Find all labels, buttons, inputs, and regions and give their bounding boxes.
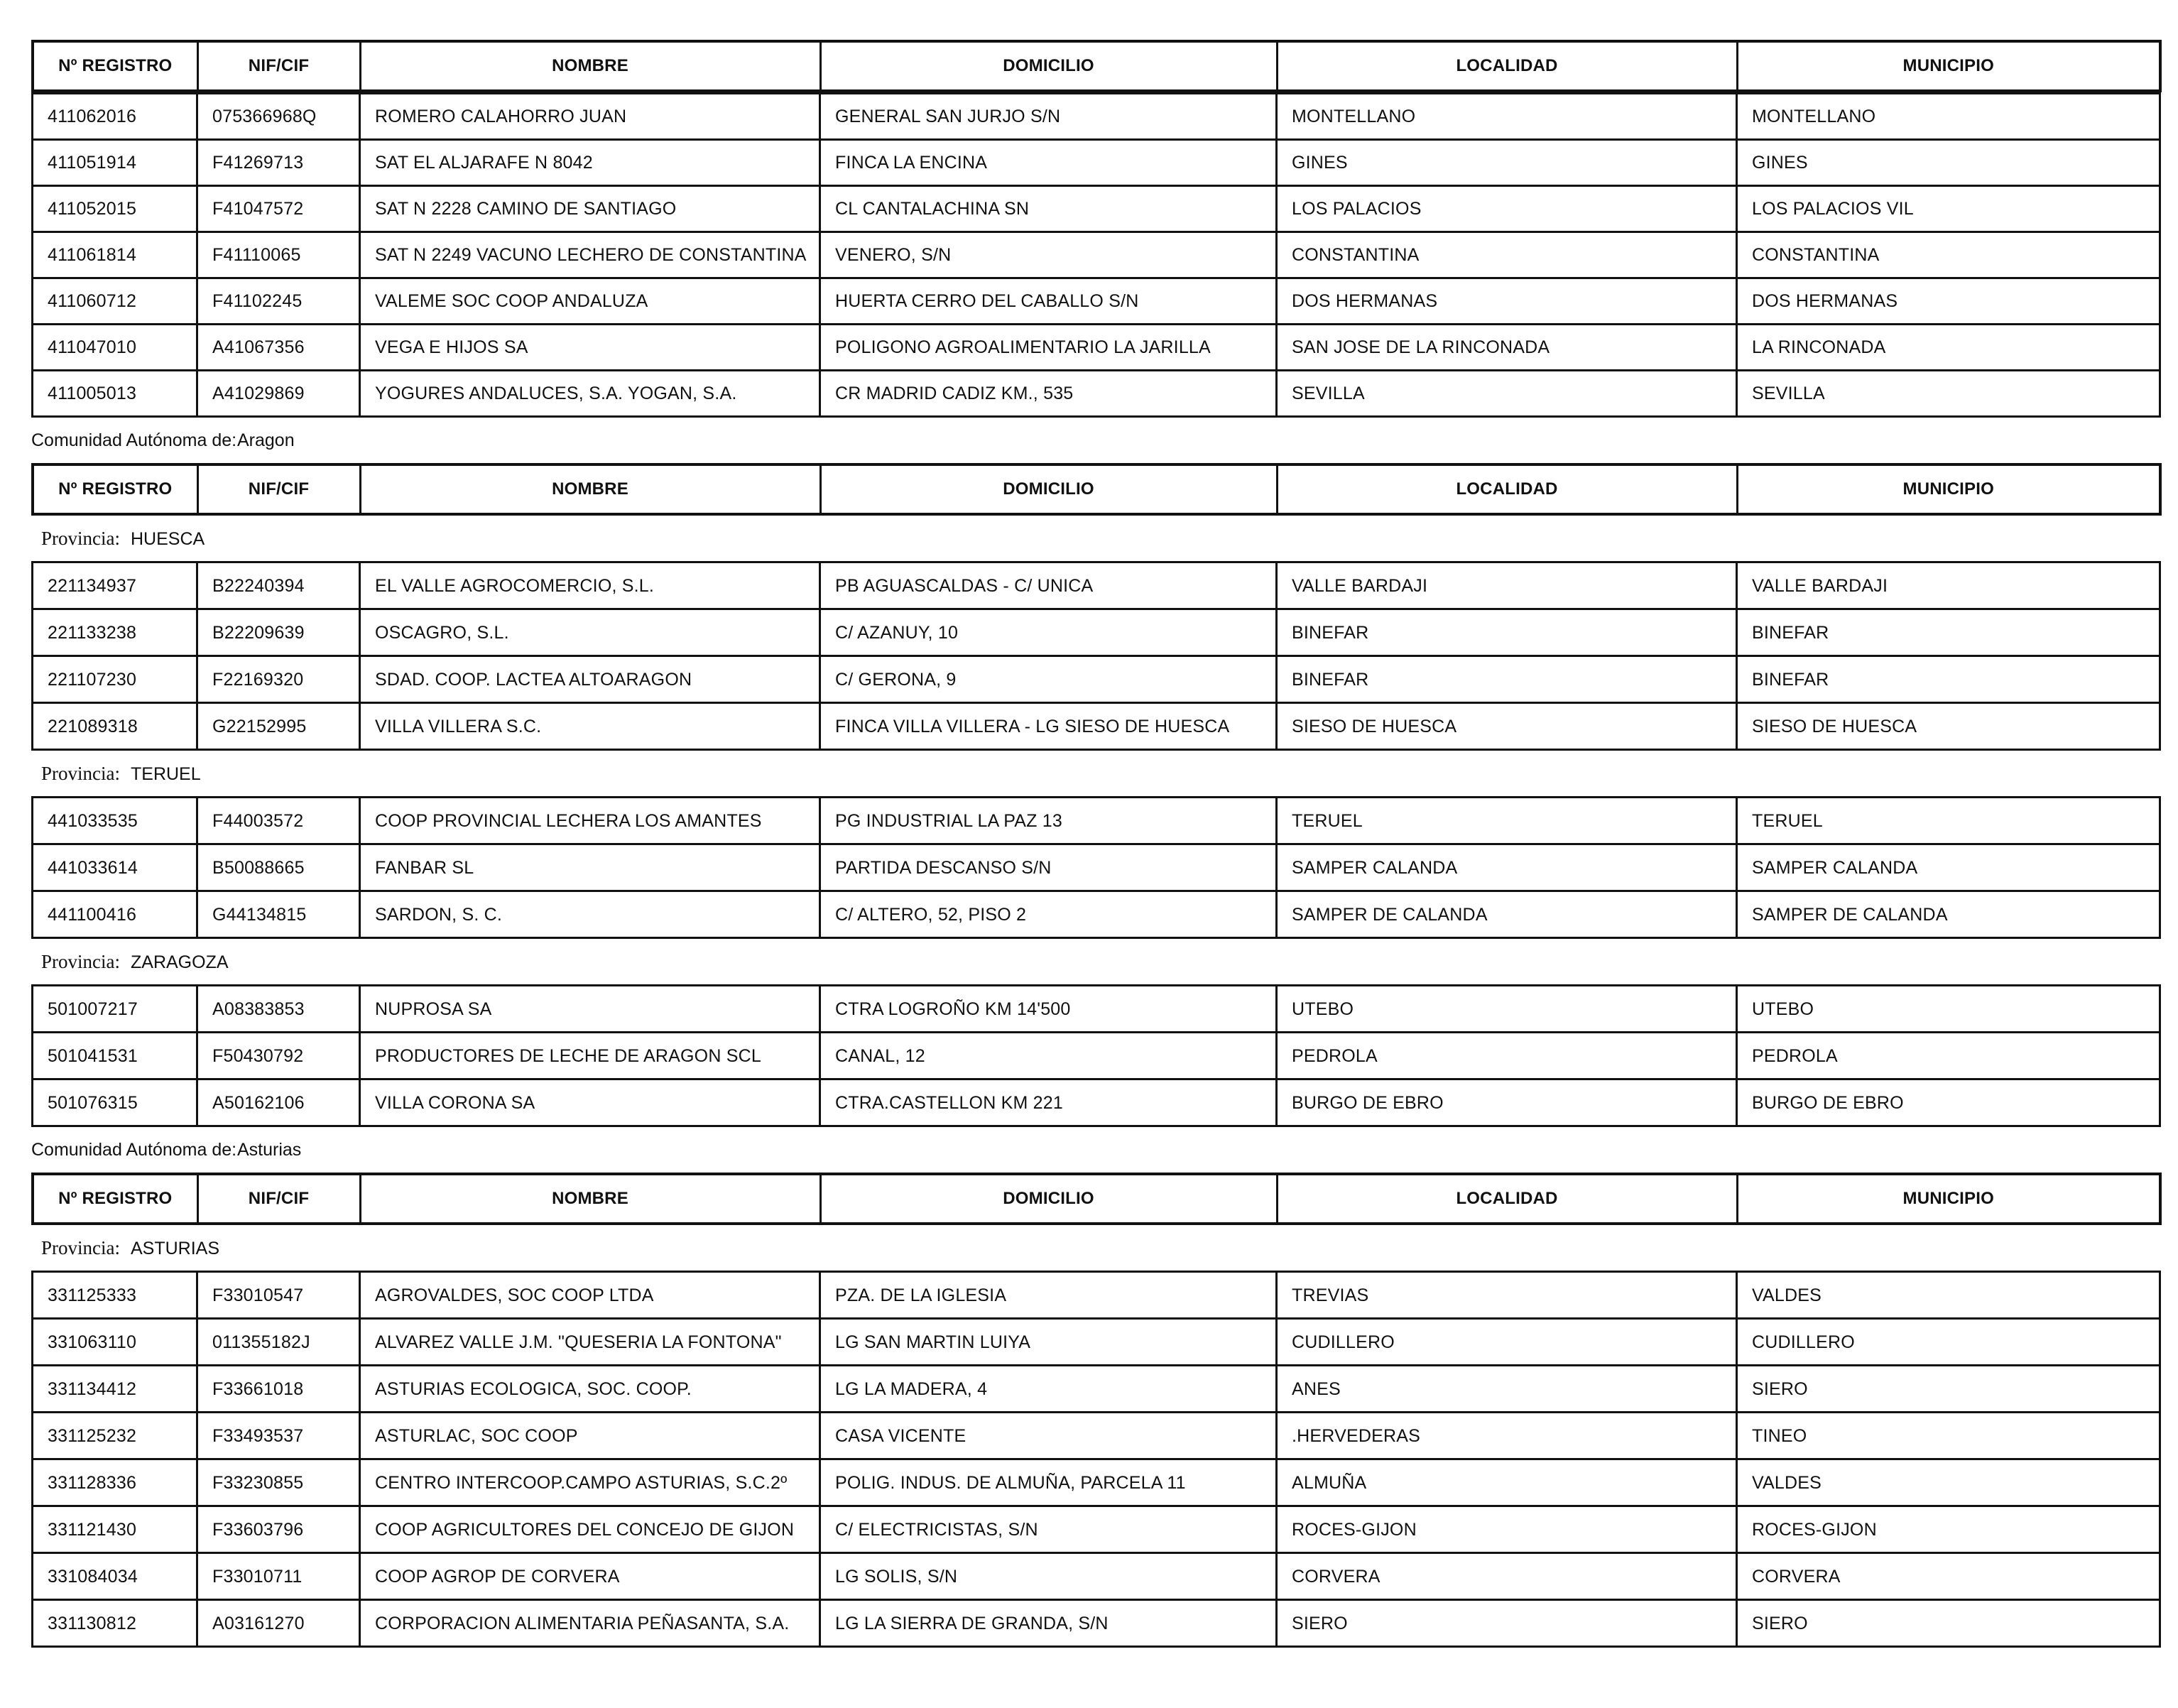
- cell-municipio: BINEFAR: [1737, 609, 2160, 656]
- cell-nif: F41110065: [197, 232, 360, 278]
- header-registro: Nº REGISTRO: [33, 41, 197, 91]
- cell-localidad: UTEBO: [1277, 986, 1737, 1033]
- cell-registro: 221133238: [33, 609, 197, 656]
- cell-nombre: ASTURIAS ECOLOGICA, SOC. COOP.: [360, 1366, 820, 1413]
- table-row: [33, 1506, 2160, 1553]
- cell-registro: 441033614: [33, 844, 197, 891]
- table-row: [33, 798, 2160, 844]
- cell-nombre: CORPORACION ALIMENTARIA PEÑASANTA, S.A.: [360, 1600, 820, 1647]
- cell-nif: F33010711: [197, 1553, 360, 1600]
- cell-nombre: ROMERO CALAHORRO JUAN: [360, 94, 820, 140]
- cell-municipio: SIESO DE HUESCA: [1737, 703, 2160, 750]
- table-row: [33, 1079, 2160, 1126]
- header-localidad: LOCALIDAD: [1277, 464, 1737, 514]
- cell-localidad: SEVILLA: [1277, 371, 1737, 417]
- province-label: Provincia:: [41, 1237, 120, 1258]
- cell-localidad: TREVIAS: [1277, 1272, 1737, 1319]
- column-header-row: [31, 40, 2162, 92]
- cell-domicilio: LG LA MADERA, 4: [820, 1366, 1277, 1413]
- cell-municipio: CUDILLERO: [1737, 1319, 2160, 1366]
- cell-localidad: MONTELLANO: [1277, 94, 1737, 140]
- cell-municipio: PEDROLA: [1737, 1033, 2160, 1079]
- cell-registro: 501041531: [33, 1033, 197, 1079]
- table-row: [33, 656, 2160, 703]
- province-heading: [31, 751, 2159, 796]
- cell-municipio: ROCES-GIJON: [1737, 1506, 2160, 1553]
- data-table: [31, 1271, 2161, 1648]
- table-row: [33, 1366, 2160, 1413]
- cell-municipio: BURGO DE EBRO: [1737, 1079, 2160, 1126]
- community-heading: [31, 1127, 2159, 1173]
- cell-nombre: PRODUCTORES DE LECHE DE ARAGON SCL: [360, 1033, 820, 1079]
- cell-nif: A41029869: [197, 371, 360, 417]
- cell-localidad: CUDILLERO: [1277, 1319, 1737, 1366]
- cell-nombre: COOP AGRICULTORES DEL CONCEJO DE GIJON: [360, 1506, 820, 1553]
- cell-nif: G44134815: [197, 891, 360, 938]
- cell-registro: 501076315: [33, 1079, 197, 1126]
- data-table: [31, 561, 2161, 751]
- province-name: TERUEL: [131, 764, 201, 784]
- table-row: [33, 232, 2160, 278]
- cell-nif: F33603796: [197, 1506, 360, 1553]
- cell-localidad: CONSTANTINA: [1277, 232, 1737, 278]
- cell-domicilio: C/ GERONA, 9: [820, 656, 1277, 703]
- cell-nombre: CENTRO INTERCOOP.CAMPO ASTURIAS, S.C.2º: [360, 1459, 820, 1506]
- table-row: [33, 844, 2160, 891]
- cell-municipio: GINES: [1737, 140, 2160, 186]
- table-row: [33, 94, 2160, 140]
- data-table: [31, 92, 2161, 418]
- table-row: [33, 703, 2160, 750]
- cell-municipio: SEVILLA: [1737, 371, 2160, 417]
- cell-localidad: DOS HERMANAS: [1277, 278, 1737, 325]
- cell-municipio: VALDES: [1737, 1459, 2160, 1506]
- cell-domicilio: GENERAL SAN JURJO S/N: [820, 94, 1277, 140]
- table-row: [33, 1459, 2160, 1506]
- cell-registro: 221089318: [33, 703, 197, 750]
- cell-registro: 331134412: [33, 1366, 197, 1413]
- cell-localidad: TERUEL: [1277, 798, 1737, 844]
- header-localidad: LOCALIDAD: [1277, 41, 1737, 91]
- cell-nombre: ASTURLAC, SOC COOP: [360, 1413, 820, 1459]
- cell-localidad: SAMPER DE CALANDA: [1277, 891, 1737, 938]
- cell-nombre: COOP PROVINCIAL LECHERA LOS AMANTES: [360, 798, 820, 844]
- cell-domicilio: LG LA SIERRA DE GRANDA, S/N: [820, 1600, 1277, 1647]
- header-domicilio: DOMICILIO: [820, 464, 1277, 514]
- cell-registro: 411062016: [33, 94, 197, 140]
- table-row: [33, 325, 2160, 371]
- cell-nombre: EL VALLE AGROCOMERCIO, S.L.: [360, 562, 820, 609]
- province-heading: [31, 516, 2159, 561]
- table-row: [33, 1033, 2160, 1079]
- registry-page: [31, 40, 2159, 1648]
- cell-nombre: SDAD. COOP. LACTEA ALTOARAGON: [360, 656, 820, 703]
- province-label: Provincia:: [41, 763, 120, 784]
- cell-domicilio: FINCA VILLA VILLERA - LG SIESO DE HUESCA: [820, 703, 1277, 750]
- cell-nif: A08383853: [197, 986, 360, 1033]
- table-row: [33, 1272, 2160, 1319]
- cell-municipio: SAMPER DE CALANDA: [1737, 891, 2160, 938]
- cell-nif: F50430792: [197, 1033, 360, 1079]
- cell-domicilio: HUERTA CERRO DEL CABALLO S/N: [820, 278, 1277, 325]
- cell-localidad: ROCES-GIJON: [1277, 1506, 1737, 1553]
- cell-registro: 221107230: [33, 656, 197, 703]
- cell-nombre: VEGA E HIJOS SA: [360, 325, 820, 371]
- cell-nombre: COOP AGROP DE CORVERA: [360, 1553, 820, 1600]
- cell-localidad: BINEFAR: [1277, 656, 1737, 703]
- province-label: Provincia:: [41, 951, 120, 972]
- cell-registro: 501007217: [33, 986, 197, 1033]
- cell-nif: B22209639: [197, 609, 360, 656]
- province-heading: [31, 1225, 2159, 1271]
- cell-localidad: SIESO DE HUESCA: [1277, 703, 1737, 750]
- cell-registro: 411060712: [33, 278, 197, 325]
- cell-registro: 331063110: [33, 1319, 197, 1366]
- header-registro: Nº REGISTRO: [33, 1174, 197, 1224]
- cell-registro: 221134937: [33, 562, 197, 609]
- cell-domicilio: FINCA LA ENCINA: [820, 140, 1277, 186]
- cell-domicilio: PB AGUASCALDAS - C/ UNICA: [820, 562, 1277, 609]
- cell-domicilio: LG SOLIS, S/N: [820, 1553, 1277, 1600]
- data-table: [31, 796, 2161, 939]
- cell-municipio: MONTELLANO: [1737, 94, 2160, 140]
- cell-domicilio: POLIGONO AGROALIMENTARIO LA JARILLA: [820, 325, 1277, 371]
- cell-localidad: CORVERA: [1277, 1553, 1737, 1600]
- cell-domicilio: CTRA.CASTELLON KM 221: [820, 1079, 1277, 1126]
- community-name: Asturias: [237, 1140, 302, 1160]
- cell-localidad: LOS PALACIOS: [1277, 186, 1737, 232]
- table-row: [33, 1553, 2160, 1600]
- cell-localidad: BURGO DE EBRO: [1277, 1079, 1737, 1126]
- cell-nombre: FANBAR SL: [360, 844, 820, 891]
- cell-domicilio: PG INDUSTRIAL LA PAZ 13: [820, 798, 1277, 844]
- cell-nif: 075366968Q: [197, 94, 360, 140]
- header-nombre: NOMBRE: [360, 464, 820, 514]
- province-label: Provincia:: [41, 528, 120, 549]
- table-row: [33, 278, 2160, 325]
- table-row: [33, 1413, 2160, 1459]
- cell-registro: 331121430: [33, 1506, 197, 1553]
- cell-municipio: SIERO: [1737, 1366, 2160, 1413]
- cell-nif: F41269713: [197, 140, 360, 186]
- column-header-row: [31, 463, 2162, 516]
- cell-municipio: CORVERA: [1737, 1553, 2160, 1600]
- province-name: ASTURIAS: [131, 1239, 220, 1258]
- cell-registro: 331130812: [33, 1600, 197, 1647]
- cell-nombre: NUPROSA SA: [360, 986, 820, 1033]
- cell-nombre: OSCAGRO, S.L.: [360, 609, 820, 656]
- cell-localidad: ANES: [1277, 1366, 1737, 1413]
- cell-nombre: VILLA CORONA SA: [360, 1079, 820, 1126]
- cell-registro: 331125232: [33, 1413, 197, 1459]
- cell-registro: 411051914: [33, 140, 197, 186]
- header-nombre: NOMBRE: [360, 41, 820, 91]
- community-name: Aragon: [237, 430, 295, 450]
- header-municipio: MUNICIPIO: [1737, 41, 2160, 91]
- column-header-row: [31, 1173, 2162, 1225]
- cell-localidad: GINES: [1277, 140, 1737, 186]
- table-row: [33, 986, 2160, 1033]
- cell-nif: A03161270: [197, 1600, 360, 1647]
- cell-registro: 411061814: [33, 232, 197, 278]
- cell-nif: A50162106: [197, 1079, 360, 1126]
- header-nif: NIF/CIF: [197, 41, 360, 91]
- header-nif: NIF/CIF: [197, 464, 360, 514]
- cell-nif: F41102245: [197, 278, 360, 325]
- cell-nombre: SAT EL ALJARAFE N 8042: [360, 140, 820, 186]
- cell-nif: F33661018: [197, 1366, 360, 1413]
- cell-municipio: BINEFAR: [1737, 656, 2160, 703]
- cell-domicilio: CL CANTALACHINA SN: [820, 186, 1277, 232]
- cell-registro: 411005013: [33, 371, 197, 417]
- cell-nombre: SARDON, S. C.: [360, 891, 820, 938]
- province-name: HUESCA: [131, 529, 205, 549]
- cell-domicilio: CR MADRID CADIZ KM., 535: [820, 371, 1277, 417]
- header-registro: Nº REGISTRO: [33, 464, 197, 514]
- cell-municipio: CONSTANTINA: [1737, 232, 2160, 278]
- table-row: [33, 186, 2160, 232]
- cell-domicilio: C/ ELECTRICISTAS, S/N: [820, 1506, 1277, 1553]
- cell-registro: 441033535: [33, 798, 197, 844]
- cell-domicilio: POLIG. INDUS. DE ALMUÑA, PARCELA 11: [820, 1459, 1277, 1506]
- cell-domicilio: PZA. DE LA IGLESIA: [820, 1272, 1277, 1319]
- data-table: [31, 984, 2161, 1127]
- cell-nif: 011355182J: [197, 1319, 360, 1366]
- community-heading: [31, 418, 2159, 463]
- header-localidad: LOCALIDAD: [1277, 1174, 1737, 1224]
- table-row: [33, 140, 2160, 186]
- cell-municipio: VALLE BARDAJI: [1737, 562, 2160, 609]
- cell-nif: F44003572: [197, 798, 360, 844]
- cell-nif: F33010547: [197, 1272, 360, 1319]
- cell-registro: 331125333: [33, 1272, 197, 1319]
- cell-municipio: LOS PALACIOS VIL: [1737, 186, 2160, 232]
- table-row: [33, 1319, 2160, 1366]
- cell-municipio: UTEBO: [1737, 986, 2160, 1033]
- cell-localidad: SIERO: [1277, 1600, 1737, 1647]
- province-name: ZARAGOZA: [131, 952, 229, 972]
- cell-localidad: VALLE BARDAJI: [1277, 562, 1737, 609]
- cell-nif: B22240394: [197, 562, 360, 609]
- header-nif: NIF/CIF: [197, 1174, 360, 1224]
- cell-nombre: VILLA VILLERA S.C.: [360, 703, 820, 750]
- cell-domicilio: VENERO, S/N: [820, 232, 1277, 278]
- cell-nombre: AGROVALDES, SOC COOP LTDA: [360, 1272, 820, 1319]
- cell-nif: B50088665: [197, 844, 360, 891]
- cell-domicilio: CANAL, 12: [820, 1033, 1277, 1079]
- cell-registro: 411052015: [33, 186, 197, 232]
- table-row: [33, 891, 2160, 938]
- table-row: [33, 562, 2160, 609]
- cell-municipio: SAMPER CALANDA: [1737, 844, 2160, 891]
- community-label: Comunidad Autónoma de:: [31, 430, 237, 450]
- cell-nombre: ALVAREZ VALLE J.M. "QUESERIA LA FONTONA": [360, 1319, 820, 1366]
- cell-nif: F33230855: [197, 1459, 360, 1506]
- header-municipio: MUNICIPIO: [1737, 464, 2160, 514]
- header-domicilio: DOMICILIO: [820, 41, 1277, 91]
- cell-nif: F41047572: [197, 186, 360, 232]
- cell-domicilio: C/ AZANUY, 10: [820, 609, 1277, 656]
- cell-domicilio: PARTIDA DESCANSO S/N: [820, 844, 1277, 891]
- cell-registro: 331128336: [33, 1459, 197, 1506]
- header-domicilio: DOMICILIO: [820, 1174, 1277, 1224]
- cell-municipio: LA RINCONADA: [1737, 325, 2160, 371]
- cell-domicilio: CASA VICENTE: [820, 1413, 1277, 1459]
- cell-localidad: ALMUÑA: [1277, 1459, 1737, 1506]
- community-label: Comunidad Autónoma de:: [31, 1140, 237, 1160]
- table-row: [33, 371, 2160, 417]
- cell-registro: 331084034: [33, 1553, 197, 1600]
- cell-nombre: SAT N 2249 VACUNO LECHERO DE CONSTANTINA: [360, 232, 820, 278]
- province-heading: [31, 939, 2159, 984]
- cell-municipio: SIERO: [1737, 1600, 2160, 1647]
- table-row: [33, 1600, 2160, 1647]
- cell-nif: F33493537: [197, 1413, 360, 1459]
- cell-nombre: YOGURES ANDALUCES, S.A. YOGAN, S.A.: [360, 371, 820, 417]
- cell-nombre: VALEME SOC COOP ANDALUZA: [360, 278, 820, 325]
- cell-nif: A41067356: [197, 325, 360, 371]
- table-row: [33, 609, 2160, 656]
- cell-localidad: PEDROLA: [1277, 1033, 1737, 1079]
- cell-domicilio: LG SAN MARTIN LUIYA: [820, 1319, 1277, 1366]
- cell-municipio: TERUEL: [1737, 798, 2160, 844]
- cell-localidad: SAN JOSE DE LA RINCONADA: [1277, 325, 1737, 371]
- cell-municipio: DOS HERMANAS: [1737, 278, 2160, 325]
- cell-localidad: SAMPER CALANDA: [1277, 844, 1737, 891]
- cell-municipio: TINEO: [1737, 1413, 2160, 1459]
- cell-domicilio: CTRA LOGROÑO KM 14'500: [820, 986, 1277, 1033]
- cell-nif: G22152995: [197, 703, 360, 750]
- cell-municipio: VALDES: [1737, 1272, 2160, 1319]
- cell-nombre: SAT N 2228 CAMINO DE SANTIAGO: [360, 186, 820, 232]
- cell-registro: 411047010: [33, 325, 197, 371]
- cell-domicilio: C/ ALTERO, 52, PISO 2: [820, 891, 1277, 938]
- cell-registro: 441100416: [33, 891, 197, 938]
- header-nombre: NOMBRE: [360, 1174, 820, 1224]
- cell-localidad: .HERVEDERAS: [1277, 1413, 1737, 1459]
- cell-localidad: BINEFAR: [1277, 609, 1737, 656]
- cell-nif: F22169320: [197, 656, 360, 703]
- header-municipio: MUNICIPIO: [1737, 1174, 2160, 1224]
